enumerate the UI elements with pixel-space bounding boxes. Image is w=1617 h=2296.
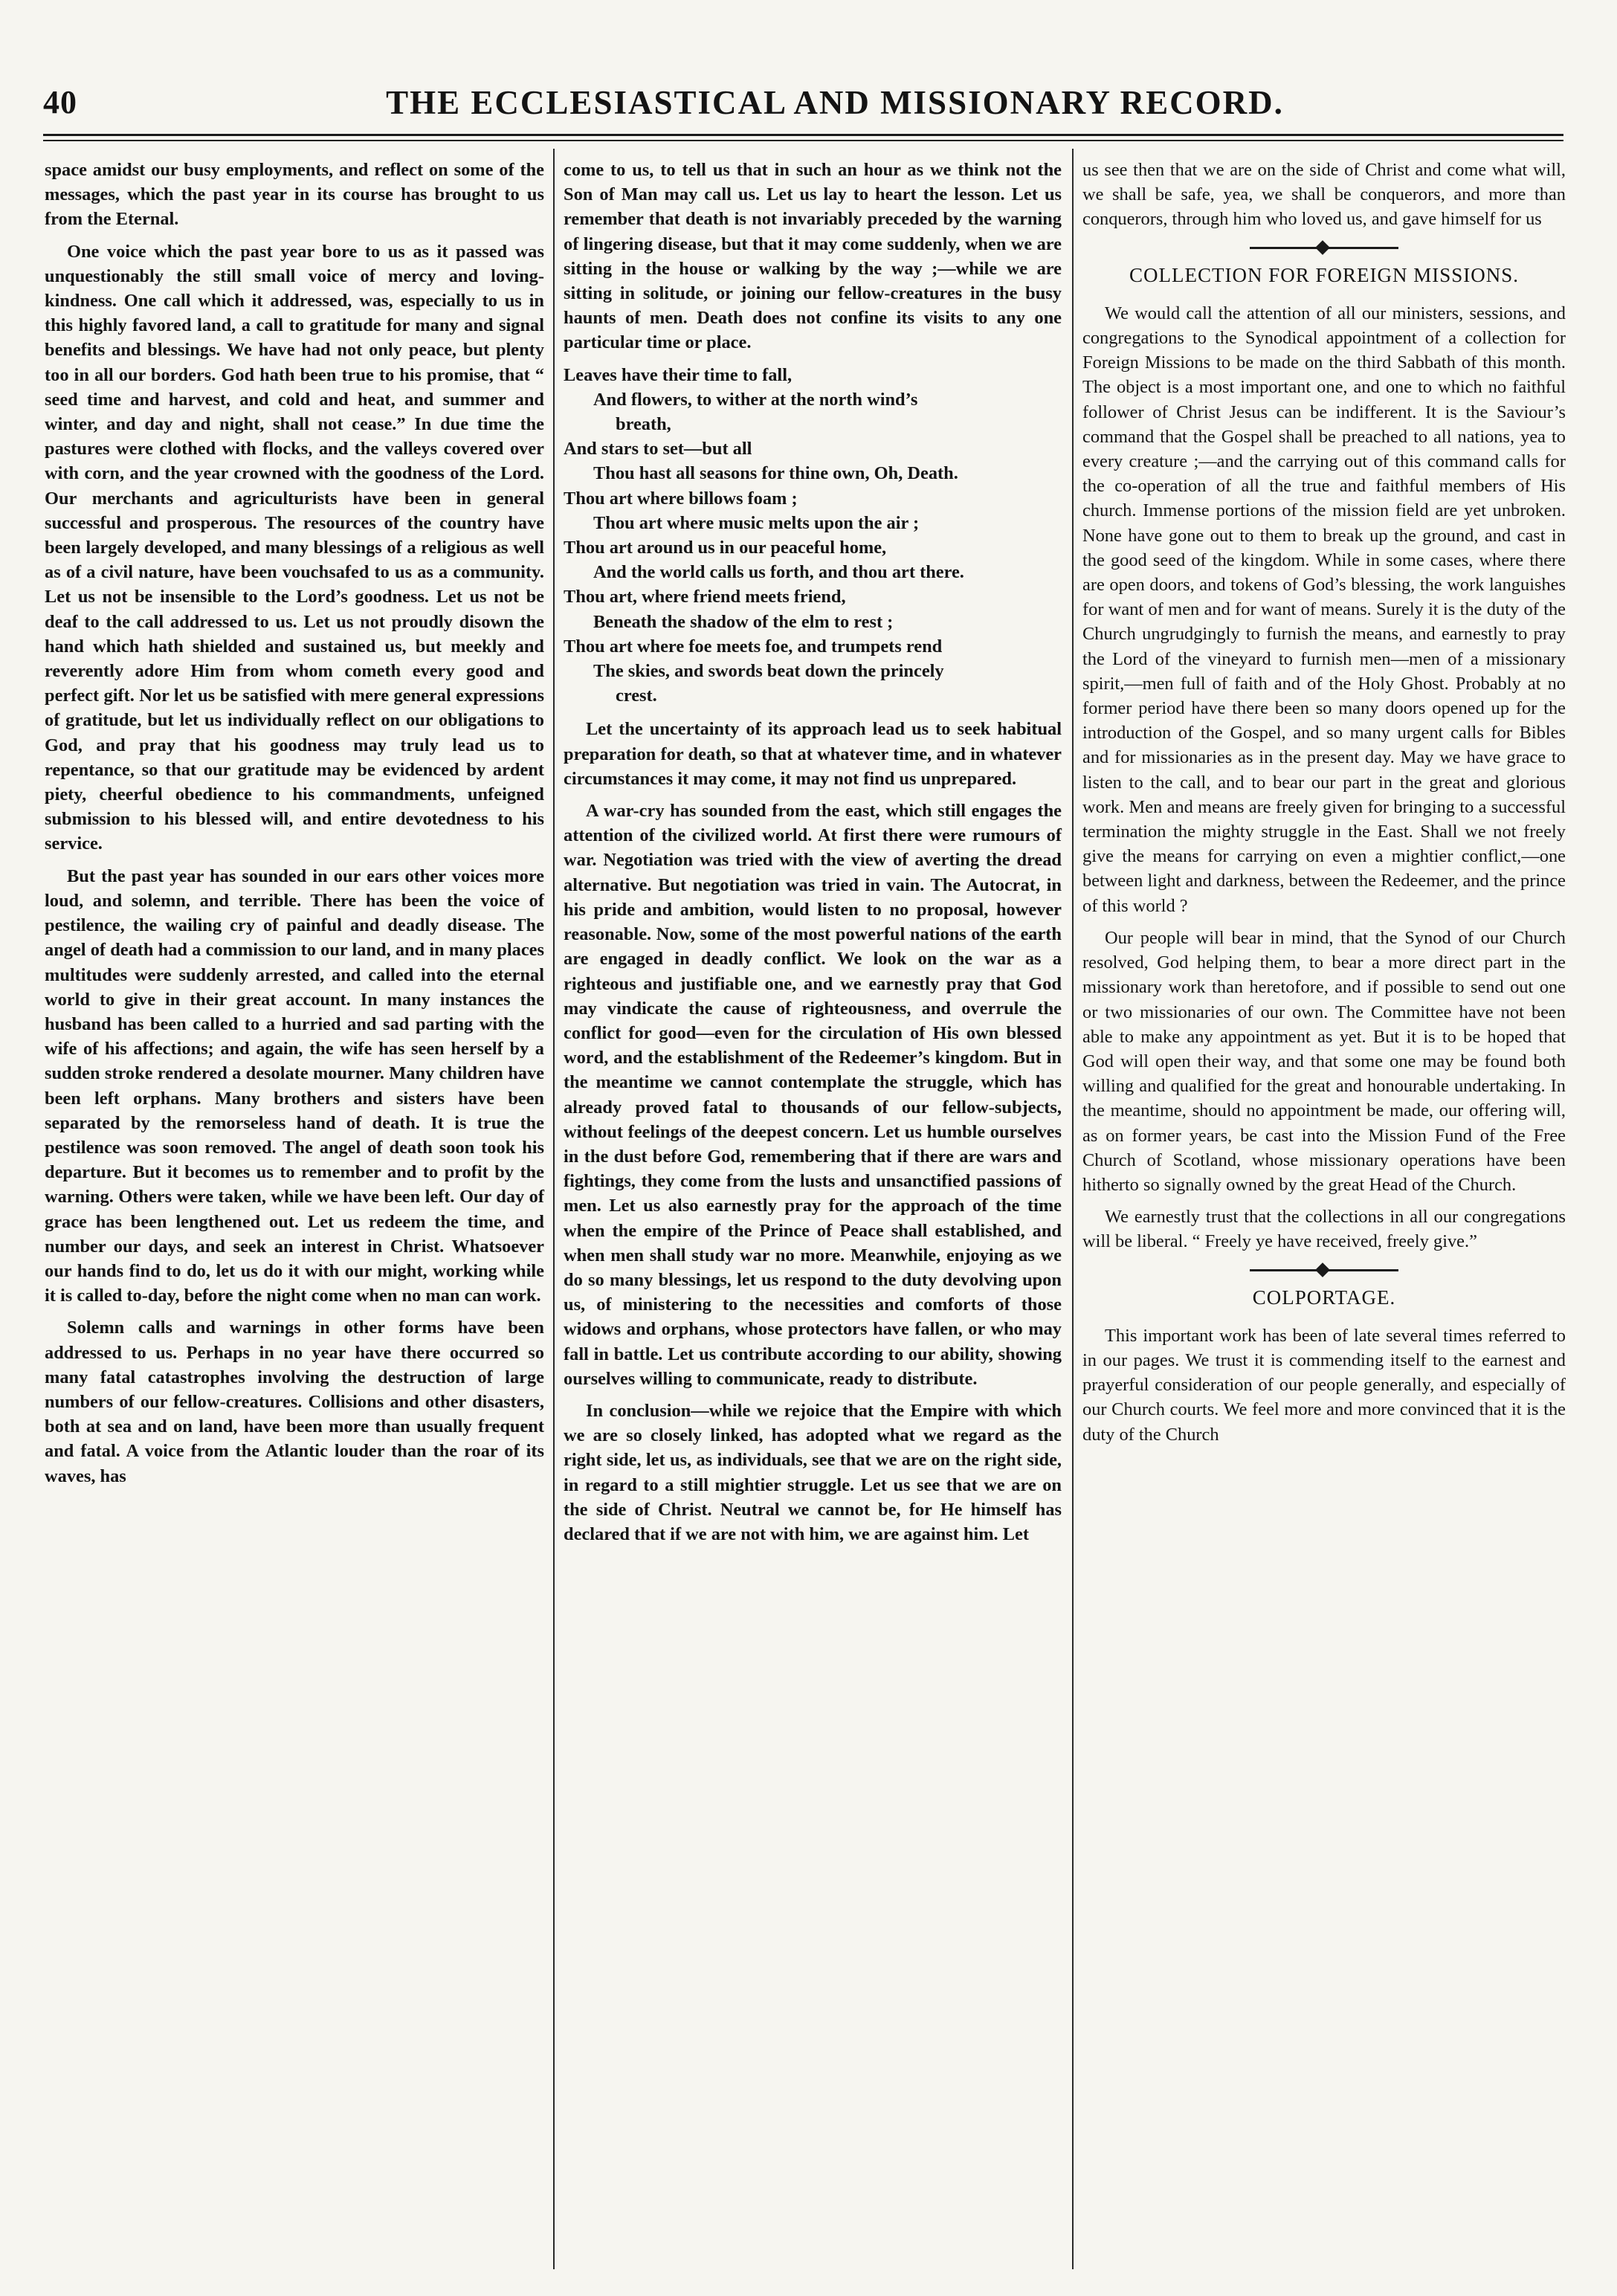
paragraph: Let the uncertainty of its approach lead us to seek habitual preparation for death, so that at whatever time, and in whatever circumstances it may come, it may not find us unprepared. [564, 719, 1062, 789]
paragraph: Solemn calls and warnings in other forms have been addressed to us. Perhaps in no year have there occurred so many fatal catastrophes involving the destruction of large numbers of our fellow-creatures. Collisions and other disasters, both at sea and on land, have been more than usually frequent and fatal. A voice from the Atlantic louder than the roar of its waves, has [45, 1318, 544, 1486]
running-title: THE ECCLESIASTICAL AND MISSIONARY RECORD. [386, 84, 1284, 121]
poem-line: Thou art where billows foam ; [564, 488, 798, 509]
poem [564, 363, 1062, 709]
paragraph: This important work has been of late several times referred to in our pages. We trust it is commending itself to the earnest and prayerful consideration of our people generally, and especially of our Church courts. We feel more and more convinced that it is the duty of the Church [1082, 1325, 1566, 1445]
paragraph: us see then that we are on the side of Christ and come what will, we shall be safe, yea, we shall be conquerors, and more than conquerors, through him who loved us, and gave himself for us [1082, 160, 1566, 230]
column-divider-1 [553, 149, 555, 2269]
header-rule-thin [43, 140, 1563, 141]
poem-line: And stars to set—but all [564, 439, 752, 459]
paragraph: A war-cry has sounded from the east, which still engages the attention of the civilized world. At first there were rumours of war. Negotiation was tried with the view of averting the dread alternative. But negotiation was tried in vain. The Autocrat, in his pride and ambition, would listen to no proposal, however reasonable. Now, some of the most powerful nations of the earth are engaged in deadly conflict. We look on the war as a righteous and justifiable one, and we earnestly pray that God may vindicate the cause of righteousness, and overrule the conflict for good—even for the circulation of His own blessed word, and the establishment of the Redeemer’s kingdom. But in the meantime we cannot contemplate the struggle, which has already proved fatal to thousands of our fellow-subjects, without feelings of the deepest concern. Let us humble ourselves in the dust before God, remembering that if there are wars and fightings, they come from the lusts and unsanctified passions of men. Let us also earnestly pray for the approach of the time when the empire of the Prince of Peace shall established, and when men shall study war no more. Meanwhile, enjoying as we do so many blessings, let us respond to the duty devolving upon us, of ministering to the necessities and comforts of those widows and orphans, whose protectors have fallen, or who may fall in battle. Let us contribute according to our ability, showing ourselves willing to communicate, ready to distribute. [564, 801, 1062, 1389]
poem-line: Beneath the shadow of the elm to rest ; [593, 611, 894, 632]
page-header [43, 83, 1563, 126]
column-1 [45, 158, 544, 1496]
section-heading-foreign-missions: COLLECTION FOR FOREIGN MISSIONS. [1129, 263, 1520, 286]
poem-line: And flowers, to wither at the north wind’s [593, 389, 918, 410]
section-ornament [1250, 239, 1398, 256]
paragraph: In conclusion—while we rejoice that the Empire with which we are so closely linked, has adopted what we regard as the right side, let us, as individuals, see that we are on the right side, in regard to a still mightier struggle. Let us see that we are on the side of Christ. Neutral we cannot be, for He himself has declared that if we are not with him, we are against him. Let [564, 1400, 1062, 1544]
paragraph: space amidst our busy employments, and reflect on some of the messages, which the past year in its course has brought to us from the Eternal. [45, 160, 544, 230]
page-number: 40 [43, 84, 77, 120]
poem-line: breath, [616, 414, 671, 435]
column-2 [564, 158, 1062, 1554]
paragraph: But the past year has sounded in our ears other voices more loud, and solemn, and terrible. There has been the voice of pestilence, the wailing cry of painful and deadly disease. The angel of death had a commission to our land, and in many places multitudes were suddenly arrested, and called into the eternal world to give in their great account. In many instances the husband has been called to a hurried and sad parting with the wife of his affections; and again, the wife has seen herself by a sudden stroke rendered a desolate mourner. Many children have been left orphans. Many brothers and sisters have been separated by the remorseless hand of death. It is true the pestilence was soon removed. The angel of death soon took his departure. But it becomes us to remember and to profit by the warning. Others were taken, while we have been left. Our day of grace has been lengthened out. Let us redeem the time, and number our days, and seek an interest in Christ. Whatsoever our hands find to do, let us do it with our might, working while it is called to-day, before the night come when no man can work. [45, 865, 544, 1306]
header-rule-thick [43, 134, 1563, 136]
ornament-diamond-icon [1315, 1263, 1330, 1277]
poem-line: The skies, and swords beat down the princely [593, 661, 944, 682]
column-3 [1082, 158, 1566, 1454]
section-heading-colportage: COLPORTAGE. [1252, 1286, 1396, 1309]
poem-line: And the world calls us forth, and thou art there. [593, 562, 964, 583]
poem-line: Leaves have their time to fall, [564, 364, 793, 385]
paragraph: We would call the attention of all our ministers, sessions, and congregations to the Synodical appointment of a collection for Foreign Missions to be made on the third Sabbath of this month. The object is a most important one, and one to which no faithful follower of Christ Jesus can be indifferent. It is the Saviour’s command that the Gospel shall be preached to all nations, yea to every creature ;—and the carrying out of this command calls for the co-operation of all the true and faithful members of His church. Immense portions of the mission field are yet unbroken. None have gone out to them to break up the ground, and cast in the good seed of the kingdom. While in some cases, where there are open doors, and tokens of God’s blessing, the work languishes for want of men and for want of means. Surely it is the duty of the Church ungrudgingly to furnish the means, and earnestly to pray the Lord of the vineyard to furnish men—men of a missionary spirit,—men full of faith and of the Holy Ghost. Probably at no former period have there been so many doors opened up for the introduction of the Gospel, and so many urgent calls for Bibles and for missionaries as in the present day. May we have grace to listen to the call, and to bear our part in the great and glorious work. Men and means are freely given for bringing to a successful termination the mighty struggle in the East. Shall we not freely give the means for carrying on even a mightier conflict,—one between light and darkness, between the Redeemer, and the prince of this world ? [1082, 303, 1566, 916]
paragraph: We earnestly trust that the collections in all our congregations will be liberal. “ Freely ye have received, freely give.” [1082, 1207, 1566, 1252]
poem-line: crest. [616, 686, 657, 706]
poem-line: Thou hast all seasons for thine own, Oh, Death. [593, 463, 958, 484]
poem-line: Thou art around us in our peaceful home, [564, 538, 887, 558]
poem-line: Thou art, where friend meets friend, [564, 587, 846, 607]
paragraph: Our people will bear in mind, that the Synod of our Church resolved, God helping them, to bear a more direct part in the missionary work than heretofore, and if possible to send out one or two missionaries of our own. The Committee have not been able to make any appointment as yet. But it is to be hoped that God will open their way, and that some one may be found both willing and qualified for the great and honourable undertaking. In the meantime, should no appointment be made, our offering will, as on former years, be cast into the Mission Fund of the Free Church of Scotland, whose missionary operations have been hitherto so signally owned by the great Head of the Church. [1082, 927, 1566, 1195]
section-ornament [1250, 1262, 1398, 1278]
column-divider-2 [1072, 149, 1074, 2269]
paragraph: One voice which the past year bore to us as it passed was unquestionably the still small voice of mercy and loving-kindness. One call which it addressed, was, especially to us in this highly favored land, a call to gratitude for many and signal benefits and blessings. We have had not only peace, but plenty too in all our borders. God hath been true to his promise, that “ seed time and harvest, and cold and heat, and summer and winter, and day and night, shall not cease.” In due time the pastures were clothed with flocks, and the valleys covered over with corn, and the year crowned with the goodness of the Lord. Our merchants and agriculturists have been in general successful and prosperous. The resources of the country have been largely developed, and many blessings of a religious as well as of a civil nature, have been vouchsafed to us as a community. Let us not be insensible to the Lord’s goodness. Let us not be deaf to the call addressed to us. Let us not proudly disown the hand which hath shielded and sustained us, but meekly and reverently adore Him from whom cometh every good and perfect gift. Nor let us be satisfied with mere general expressions of gratitude, but let us individually reflect on our obligations to God, and pray that his goodness may truly lead us to repentance, so that our gratitude may be evidenced by ardent piety, cheerful obedience to his commandments, unfeigned submission to his blessed will, and entire devotedness to his service. [45, 241, 544, 854]
poem-line: Thou art where foe meets foe, and trumpets rend [564, 636, 943, 657]
poem-line: Thou art where music melts upon the air ; [593, 512, 920, 533]
paragraph: come to us, to tell us that in such an hour as we think not the Son of Man may call us. Let us lay to heart the lesson. Let us remember that death is not invariably preceded by the warning of lingering disease, but that it may come suddenly, when we are sitting in the house or walking by the way ;—while we are sitting in solitude, or joining our fellow-creatures in the busy haunts of men. Death does not confine its visits to any one particular time or place. [564, 160, 1062, 353]
ornament-diamond-icon [1315, 240, 1330, 255]
